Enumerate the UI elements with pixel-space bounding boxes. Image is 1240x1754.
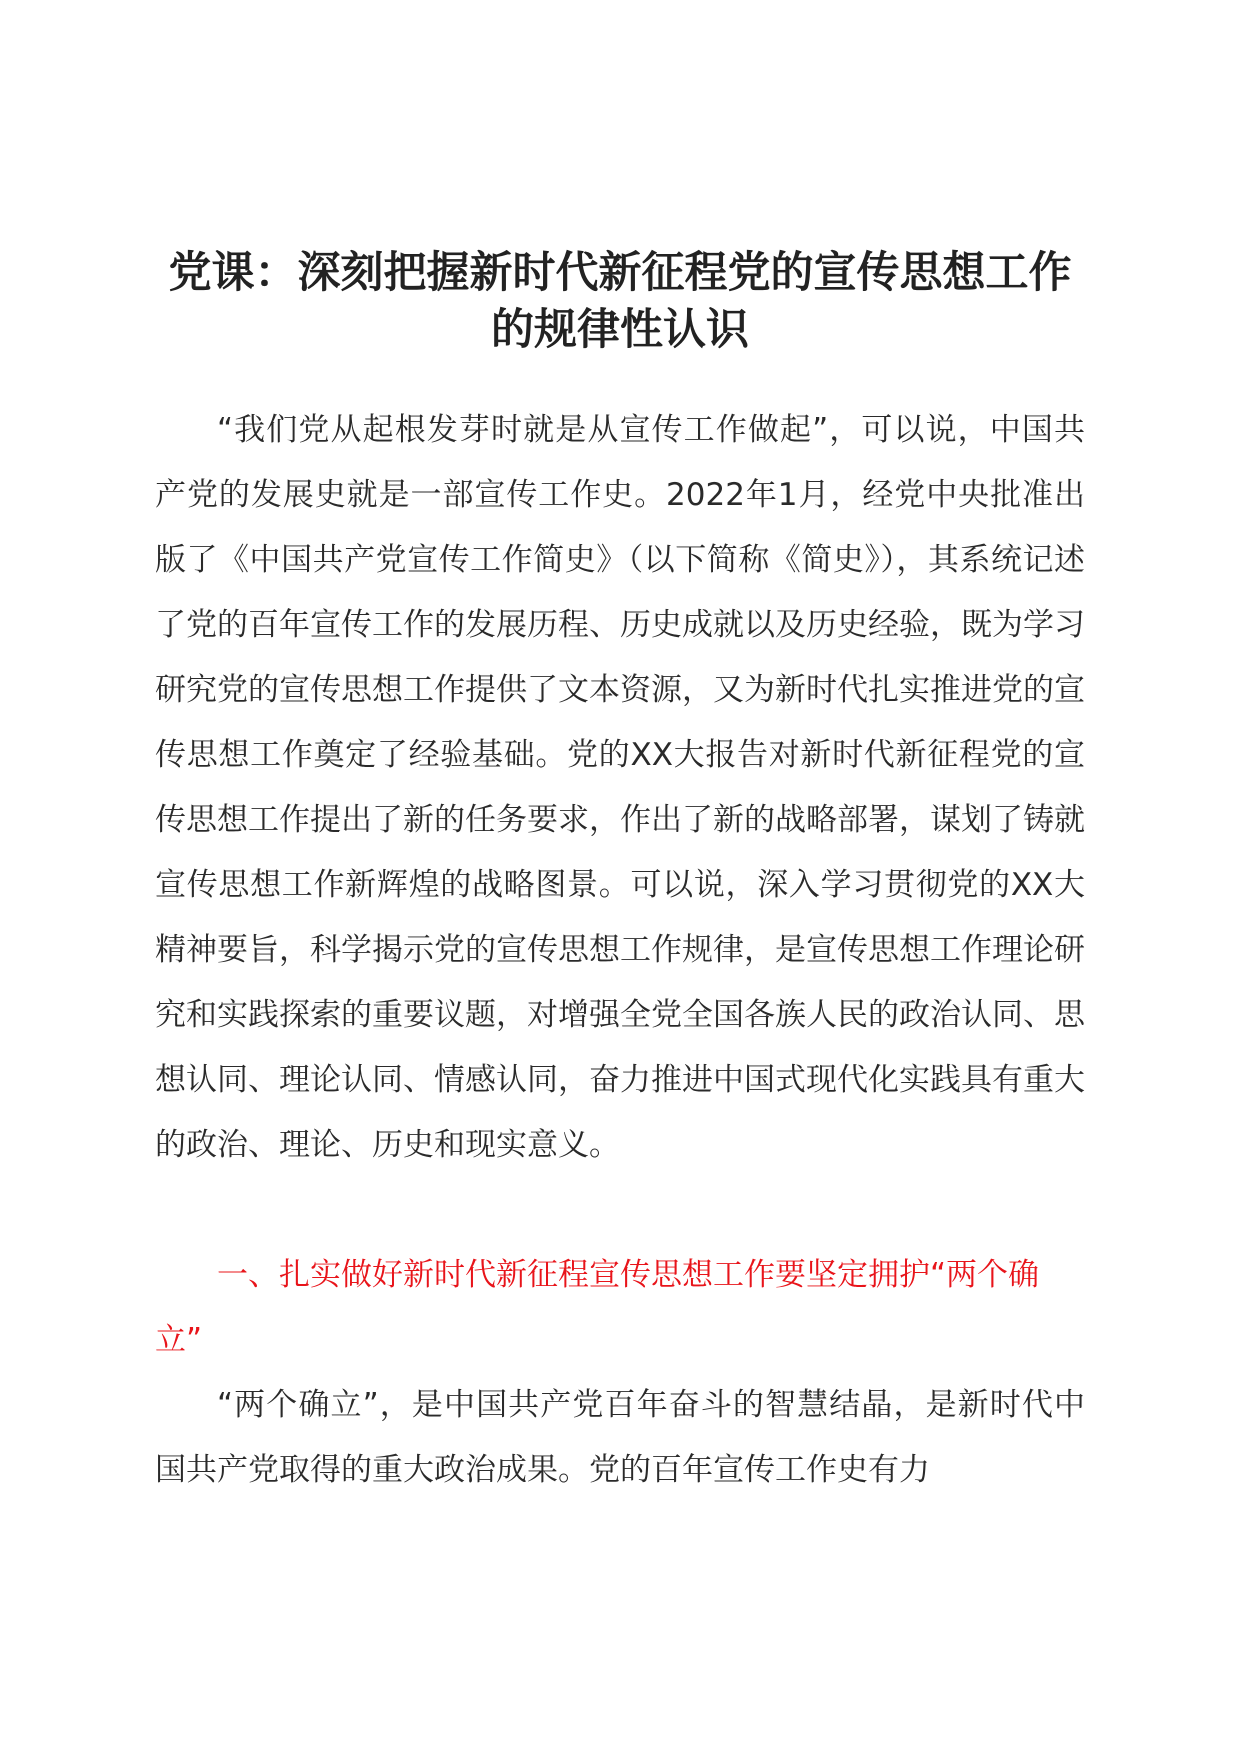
section-heading-1: 一、扎实做好新时代新征程宣传思想工作要坚定拥护“两个确立” xyxy=(155,1257,1040,1358)
intro-paragraph: “我们党从起根发芽时就是从宣传工作做起”，可以说，中国共产党的发展史就是一部宣传工作史。2022年1月，经党中央批准出版了《中国共产党宣传工作简史》（以下简称《简史》），其系统记述了党的百年宣传工作的发展历程、历史成就以及历史经验，既为学习研究党的宣传思想工作提供了文本资源，又为新时代扎实推进党的宣传思想工作奠定了经验基础。党的XX大报告对新时代新征程党的宣传思想工作提出了新的任务要求，作出了新的战略部署，谋划了铸就宣传思想工作新辉煌的战略图景。可以说，深入学习贯彻党的XX大精神要旨，科学揭示党的宣传思想工作规律，是宣传思想工作理论研究和实践探索的重要议题，对增强全党全国各族人民的政治认同、思想认同、理论认同、情感认同，奋力推进中国式现代化实践具有重大的政治、理论、历史和现实意义。 xyxy=(155,412,1085,1163)
section-1-paragraph: “两个确立”，是中国共产党百年奋斗的智慧结晶，是新时代中国共产党取得的重大政治成果。党的百年宣传工作史有力 xyxy=(155,1387,1085,1488)
document-title: 党课：深刻把握新时代新征程党的宣传思想工作的规律性认识 xyxy=(168,248,1072,355)
